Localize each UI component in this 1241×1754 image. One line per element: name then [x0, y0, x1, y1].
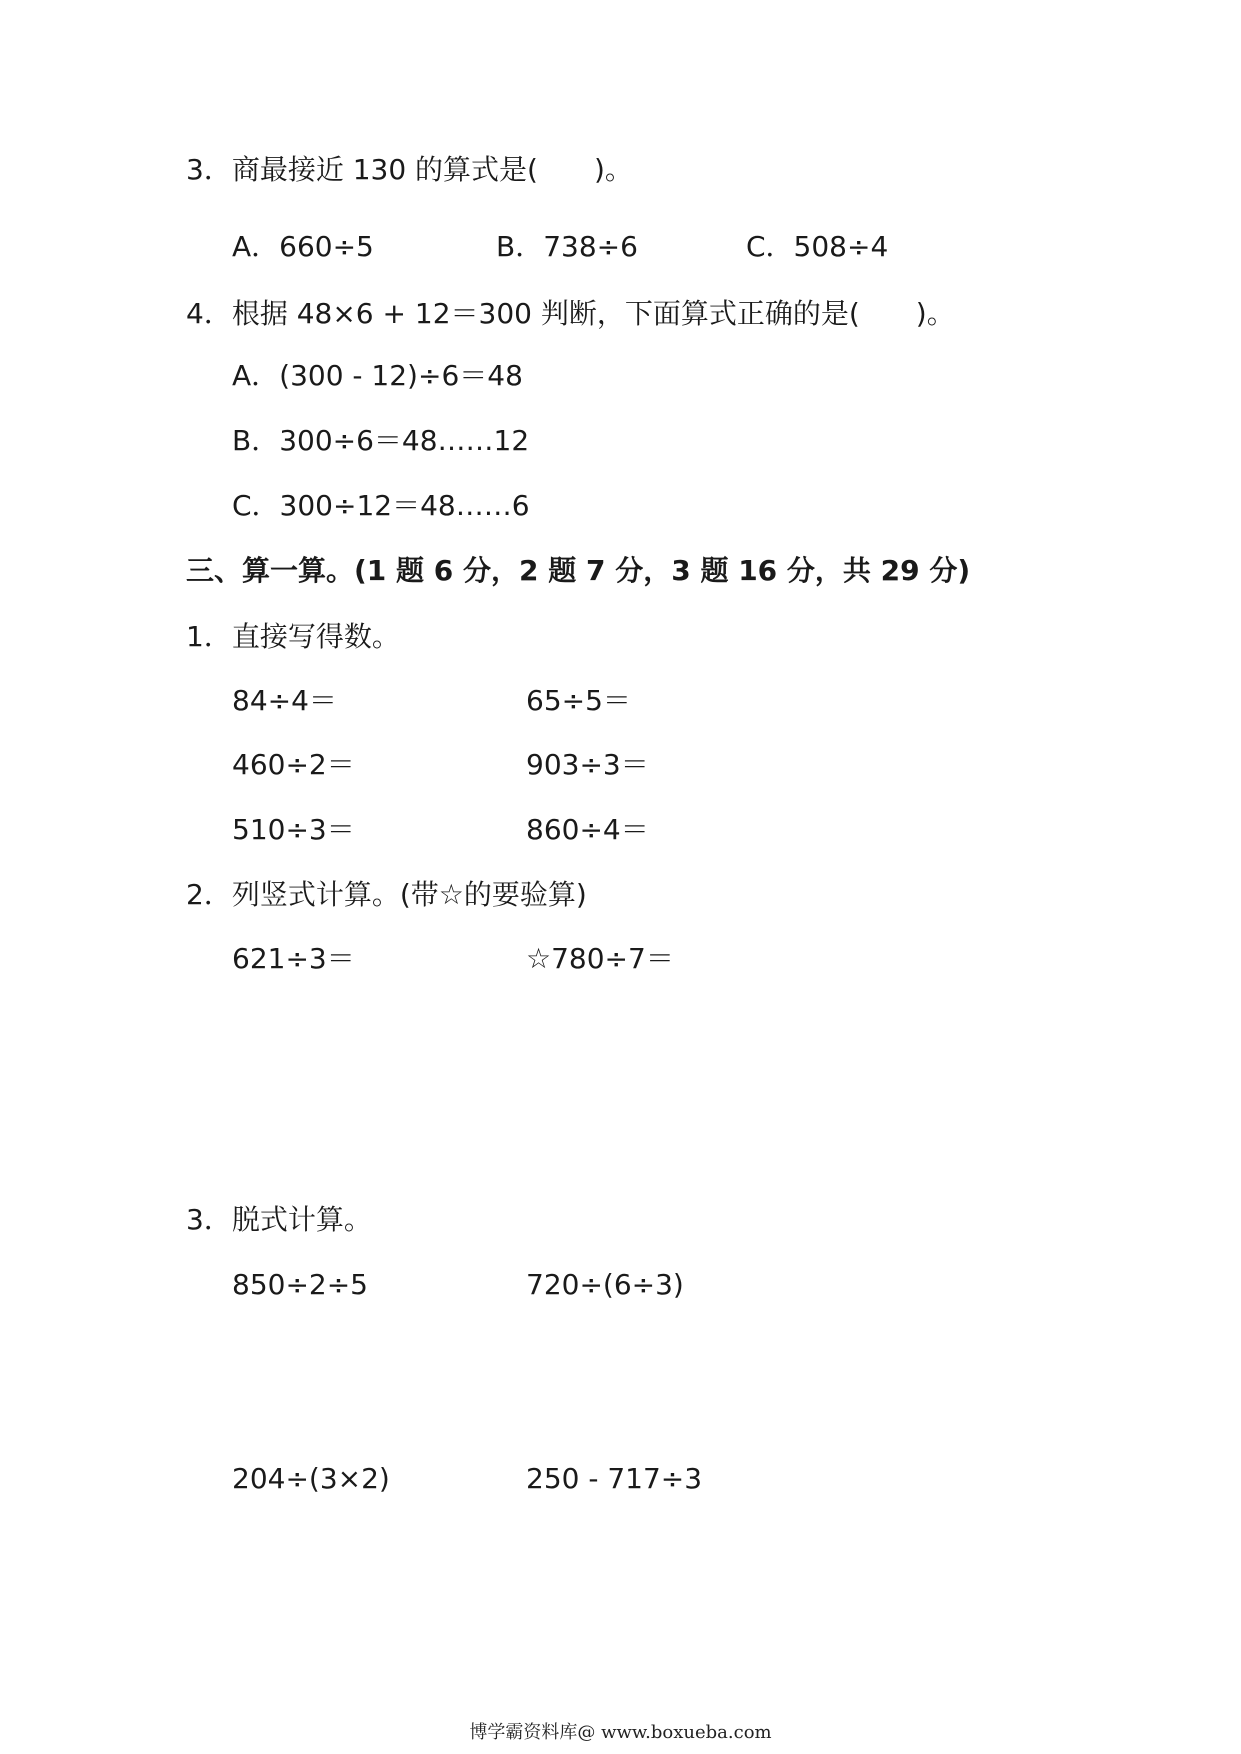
part-2-title: 2．列竖式计算。(带☆的要验算)	[186, 878, 587, 911]
part-2-item: ☆780÷7＝	[526, 942, 674, 975]
part-1-item: 510÷3＝	[232, 813, 355, 846]
part-1-item: 903÷3＝	[526, 748, 649, 781]
question-4-option-c: C．300÷12＝48……6	[232, 489, 530, 522]
part-1-item: 460÷2＝	[232, 748, 355, 781]
question-4-option-a: A．(300 - 12)÷6＝48	[232, 359, 523, 392]
question-4-stem: 4．根据 48×6 + 12＝300 判断，下面算式正确的是( )。	[186, 297, 955, 330]
question-3-option-b: B．738÷6	[496, 230, 638, 263]
question-3-option-a: A．660÷5	[232, 230, 374, 263]
part-1-item: 84÷4＝	[232, 684, 337, 717]
question-3-option-c: C．508÷4	[746, 230, 889, 263]
footer-watermark: 博学霸资料库@ www.boxueba.com	[469, 1722, 772, 1743]
question-4-option-b: B．300÷6＝48……12	[232, 424, 530, 457]
question-3-stem: 3．商最接近 130 的算式是( )。	[186, 153, 633, 186]
part-3-item: 720÷(6÷3)	[526, 1268, 684, 1301]
part-1-item: 860÷4＝	[526, 813, 649, 846]
part-3-title: 3．脱式计算。	[186, 1203, 372, 1236]
part-1-title: 1．直接写得数。	[186, 620, 400, 653]
part-3-item: 850÷2÷5	[232, 1268, 368, 1301]
section-3-heading: 三、算一算。(1 题 6 分，2 题 7 分，3 题 16 分，共 29 分)	[186, 554, 971, 587]
part-3-item: 250 - 717÷3	[526, 1462, 703, 1495]
part-2-item: 621÷3＝	[232, 942, 355, 975]
part-1-item: 65÷5＝	[526, 684, 631, 717]
part-3-item: 204÷(3×2)	[232, 1462, 390, 1495]
